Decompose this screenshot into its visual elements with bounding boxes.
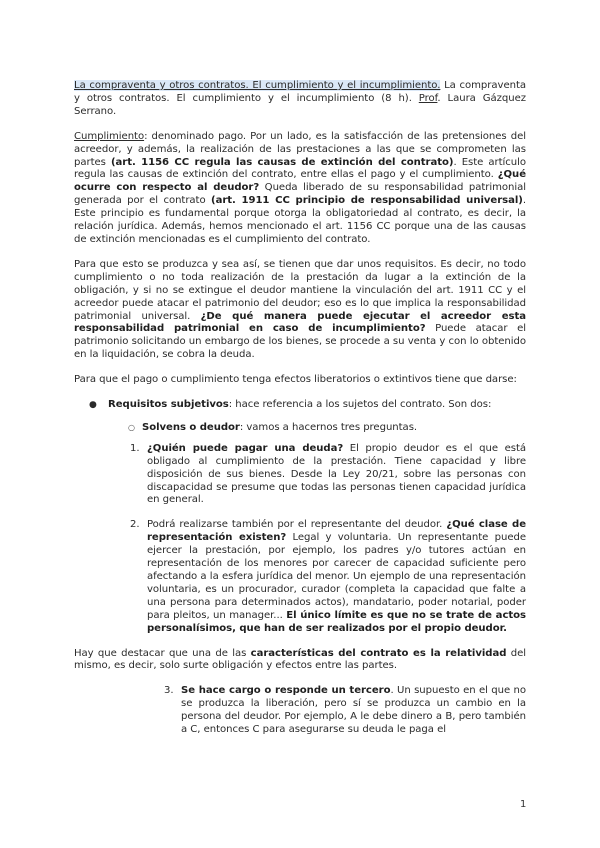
paragraph-cumplimiento: Cumplimiento: denominado pago. Por un lado, es la satisfacción de las pretensiones del acreedor, y además, la realización de las prestaciones a las que se comprometen las partes (art. 1156 CC regula las causas de extinción del contrato). Este artículo regula las causas de extinción del contrato, entre ellas el pago y el cumplimiento. ¿Qué ocurre con respecto al deudor? Queda liberado de su responsabilidad patrimonial generada por el contrato (art. 1911 CC principio de responsabilidad universal). Este principio es fundamental porque otorga la obligatoriedad al contrato, es decir, la relación jurídica. Además, hemos mencionado el art. 1156 CC porque una de las causas de extinción mencionadas es el cumplimiento del contrato. (74, 130, 526, 245)
paragraph-efectos: Para que el pago o cumplimiento tenga efectos liberatorios o extintivos tiene que darse: (74, 374, 517, 386)
prof-label: Prof (418, 92, 438, 104)
bullet-icon: ● (89, 400, 97, 411)
title-subtitle: La compraventa y otros contratos. El cumplimiento y el incumplimiento (8 h). (74, 80, 526, 104)
document-body (74, 80, 526, 737)
preguntas-list (74, 443, 526, 636)
title-highlight: La compraventa y otros contratos. El cumplimiento y el incumplimiento. (74, 80, 441, 91)
list-item-pregunta-2: 2. Podrá realizarse también por el representante del deudor. ¿Qué clase de representación existen? Legal y voluntaria. Un representante puede ejercer la prestación, por ejemplo, los padres y/o tutores actúan en representación de los menores por carecer de capacidad suficiente pero afectando a la esfera jurídica del menor. Un ejemplo de una representación voluntaria, es un procurador, curador (completa la capacidad que falte a una persona para determinados actos), mandatario, poder notarial, poder para pleitos, un manager... El único límite es que no se trate de actos personalísimos, que han de ser realizados por el propio deudor. (130, 519, 527, 634)
paragraph-requisitos: Para que esto se produzca y sea así, se tienen que dar unos requisitos. Es decir, no todo cumplimiento o no toda realización de la prestación da lugar a la extinción de la obligación, y si no se extingue el deudor mantiene la vinculación del art. 1911 CC y el acreedor puede atacar el patrimonio del deudor; eso es lo que implica la responsabilidad patrimonial universal. ¿De qué manera puede ejecutar el acreedor esta responsabilidad patrimonial en caso de incumplimiento? Puede atacar el patrimonio solicitando un embargo de los bienes, se procede a su venta y con lo obtenido en la liquidación, se cobra la deuda. (74, 258, 526, 361)
list-item-requisitos-subjetivos: ● Requisitos subjetivos: hace referencia a los sujetos del contrato. Son dos: ○ Solvens o deudor: vamos a hacernos tres preguntas. (74, 399, 526, 435)
sujetos-list (108, 422, 526, 435)
page-number: 1 (520, 799, 527, 810)
prof-name: . Laura Gázquez Serrano. (74, 92, 526, 117)
paragraph-relatividad: Hay que destacar que una de las características del contrato es la relatividad del mismo, es decir, solo surte obligación y efectos entre las partes. (74, 647, 526, 672)
circle-bullet-icon: ○ (128, 422, 135, 432)
list-item-solvens: ○ Solvens o deudor: vamos a hacernos tres preguntas. (128, 421, 418, 433)
requisitos-list (74, 399, 526, 435)
term-cumplimiento: Cumplimiento (74, 130, 145, 142)
document-title (74, 80, 526, 119)
list-item-pregunta-1: 1. ¿Quién puede pagar una deuda? El propio deudor es el que está obligado al cumplimiento de la prestación. Tiene capacidad y libre disposición de sus bienes. Desde la Ley 20/21, sobre las personas con discapacidad se presume que todas las personas tienen capacidad jurídica en general. (130, 442, 527, 506)
list-item-pregunta-3: 3. Se hace cargo o responde un tercero. Un supuesto en el que no se produzca la liberación, pero sí se produzca un cambio en la persona del deudor. Por ejemplo, A le debe dinero a B, pero también a C, entonces C para asegurarse su deuda le paga el (164, 685, 526, 736)
